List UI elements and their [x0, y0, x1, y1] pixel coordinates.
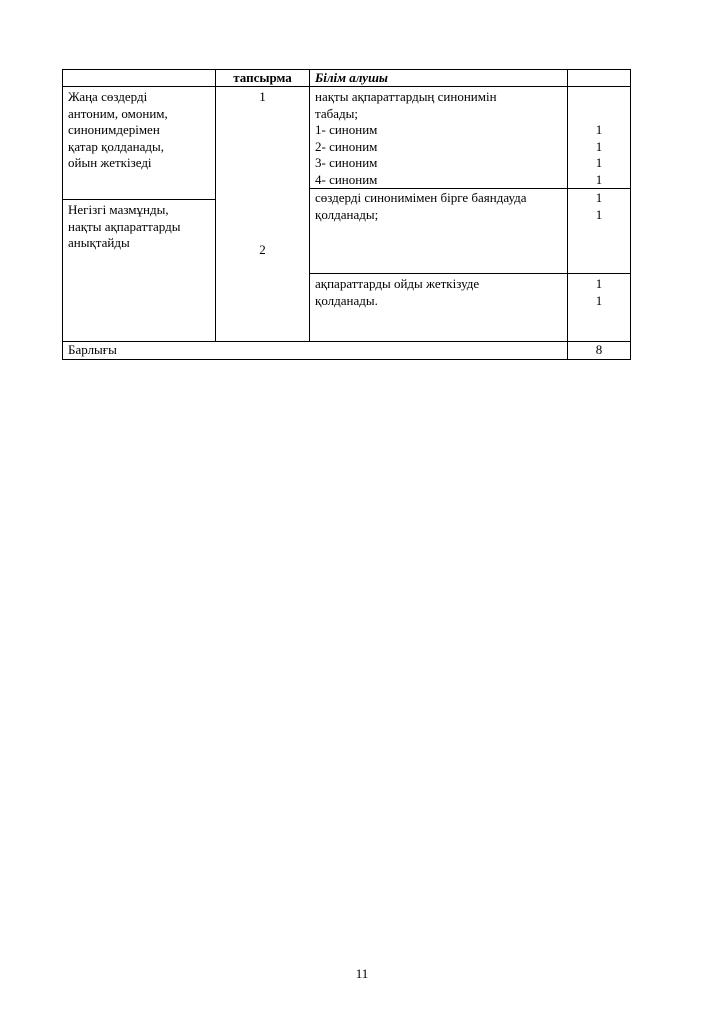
header-criteria [63, 70, 216, 87]
learner-descriptor-1: нақты ақпараттардың синонимін табады; 1- синоним 2- синоним 3- синоним 4- синоним [310, 87, 568, 189]
task-number-1: 1 [259, 89, 266, 104]
learner-descriptor-3: ақпараттарды ойды жеткізуде қолданады. [310, 274, 568, 342]
criteria-2: Негізгі мазмұнды, нақты ақпараттарды анықтайды [68, 202, 181, 250]
total-label: Барлығы [63, 342, 568, 360]
task-number-2: 2 [259, 242, 266, 257]
criteria-cell [63, 87, 216, 342]
assessment-table [62, 69, 631, 360]
score-cell-3: 1 1 [568, 274, 631, 342]
task-cell [216, 87, 310, 342]
table-footer-row [63, 342, 631, 360]
table-header-row [63, 70, 631, 87]
header-task: тапсырма [216, 70, 310, 87]
learner-descriptor-2: сөздерді синонимімен бірге баяндауда қолданады; [310, 189, 568, 274]
table-row [63, 87, 631, 189]
score-cell-2: 1 1 [568, 189, 631, 274]
page-number: 11 [355, 966, 369, 981]
criteria-1: Жаңа сөздерді антоним, омоним, синонимдерімен қатар қолданады, ойын жеткізеді [63, 87, 215, 200]
score-cell-1: 1 1 1 1 [568, 87, 631, 189]
total-value: 8 [568, 342, 631, 360]
header-score [568, 70, 631, 87]
header-learner: Білім алушы [310, 70, 568, 87]
